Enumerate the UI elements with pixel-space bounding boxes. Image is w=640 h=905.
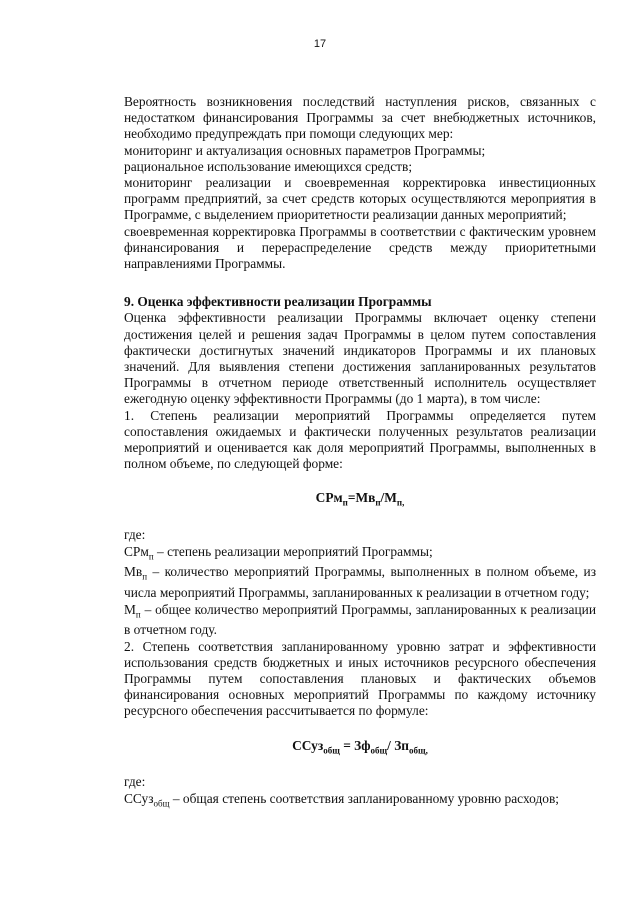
document-body [124, 94, 596, 812]
formula-ssuz: ССуз$_{общ}$ = $Зф_{общ}/$ $Зп_{общ,}$ [292, 737, 428, 756]
definition-srm: СРм$_п$ – степень реализации мероприятий Программы; [124, 543, 433, 562]
section-heading: 9. Оценка эффективности реализации Программы [124, 294, 432, 310]
definition-ssuz: ССуз$_{общ}$ – общая степень соответствия запланированному уровню расходов; [124, 790, 559, 809]
paragraph-item-2: 2. Степень соответствия запланированному уровню затрат и эффективности использования средств бюджетных и иных источников ресурсного обеспечения Программы путем сопоставления плановых и фактических объемов финансирования основных мероприятий Программы по каждому источнику ресурсного обеспечения рассчитывается по формуле: [124, 638, 596, 719]
where-label: где: [124, 527, 146, 543]
formula-srm: $СРм_п=Мв_п/М_{п,}$ [315, 490, 405, 509]
definition-m: $М_п$ – общее количество мероприятий Программы, запланированных к реализации в отчетном году. [124, 601, 596, 638]
paragraph-risk-intro: Вероятность возникновения последствий наступления рисков, связанных с недостатком финансирования Программы за счет внебюджетных источников, необходимо предупреждать при помощи следующих мер: [124, 94, 596, 142]
paragraph-evaluation: Оценка эффективности реализации Программы включает оценку степени достижения целей и решения задач Программы в целом путем сопоставления фактически достигнутых значений индикаторов Программы и их плановых значений. Для выявления степени достижения запланированных результатов Программы в отчетном периоде ответственный исполнитель осуществляет ежегодную оценку эффективности Программы (до 1 марта), в том числе: [124, 310, 596, 407]
paragraph-item-1: 1. Степень реализации мероприятий Программы определяется путем сопоставления ожидаемых и фактически полученных результатов реализации мероприятий и оценивается как доля мероприятий Программы, выполненных в полном объеме, по следующей форме: [124, 407, 596, 472]
paragraph-measure-4: своевременная корректировка Программы в соответствии с фактическим уровнем финансирования и перераспределение средств между приоритетными направлениями Программы. [124, 223, 596, 272]
paragraph-measure-1: мониторинг и актуализация основных параметров Программы; [124, 142, 486, 158]
paragraph-measure-3: мониторинг реализации и своевременная корректировка инвестиционных программ предприятий, за счет средств которых осуществляются мероприятия в Программе, с выделением приоритетности реализации данных мероприятий; [124, 175, 596, 223]
definition-mv: $Мв_п$ – количество мероприятий Программы, выполненных в полном объеме, из числа мероприятий Программы, запланированных к реализации в отчетном году; [124, 564, 596, 601]
paragraph-measure-2: рациональное использование имеющихся средств; [124, 158, 413, 174]
where-label-2: где: [124, 774, 146, 790]
page-number: 17 [313, 38, 327, 50]
